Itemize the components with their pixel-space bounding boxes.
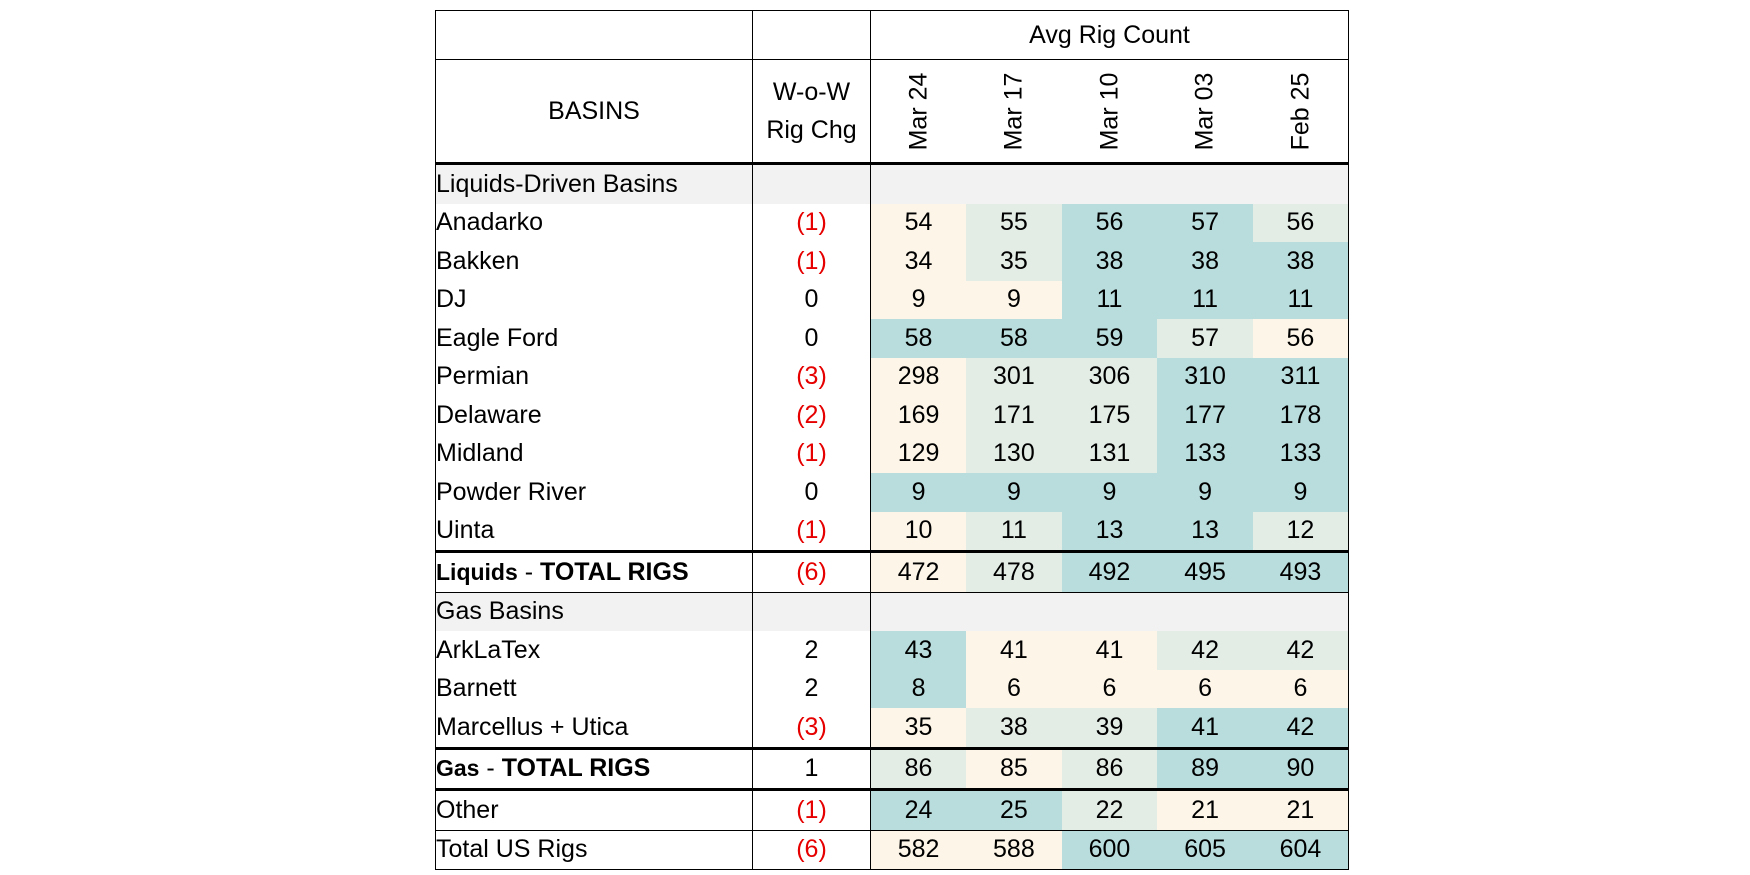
- section-values-blank: [871, 164, 1349, 204]
- rig-count-cell: 495: [1157, 552, 1253, 593]
- wow-change-value: 0: [753, 319, 871, 358]
- rig-count-cell: 86: [1062, 748, 1158, 790]
- rig-count-cell: 604: [1253, 830, 1349, 870]
- rig-count-cell: 13: [1157, 512, 1253, 552]
- grand-total-label: Total US Rigs: [436, 830, 753, 870]
- rig-count-cell: 9: [871, 473, 967, 512]
- rig-count-cell: 11: [1253, 281, 1349, 320]
- rig-count-cell: 41: [966, 631, 1062, 670]
- date-column-header: [871, 60, 967, 164]
- avg-rig-count-header: Avg Rig Count: [871, 11, 1349, 60]
- section-change-blank: [753, 592, 871, 631]
- total-label: [436, 748, 753, 790]
- table-row: [436, 358, 1349, 397]
- rig-count-cell: 6: [1062, 670, 1158, 709]
- wow-header-line1: W-o-W: [772, 78, 851, 106]
- rig-count-cell: 38: [1157, 242, 1253, 281]
- section-liquids: [436, 164, 1349, 204]
- date-label: Mar 17: [999, 72, 1028, 150]
- rig-count-cell: 56: [1062, 204, 1158, 243]
- table-row: [436, 319, 1349, 358]
- total-prefix: Gas: [436, 755, 480, 782]
- rig-count-cell: 38: [966, 708, 1062, 748]
- wow-change-value: 0: [753, 281, 871, 320]
- rig-count-cell: 605: [1157, 830, 1253, 870]
- rig-count-cell: 129: [871, 435, 967, 474]
- rig-count-cell: 9: [1157, 473, 1253, 512]
- date-label: Mar 03: [1190, 72, 1219, 150]
- rig-count-cell: 169: [871, 396, 967, 435]
- rig-count-cell: 6: [966, 670, 1062, 709]
- rig-count-cell: 177: [1157, 396, 1253, 435]
- rig-count-cell: 86: [871, 748, 967, 790]
- wow-change-column-header: [753, 60, 871, 164]
- wow-change-value: (3): [753, 708, 871, 748]
- rig-count-cell: 298: [871, 358, 967, 397]
- rig-count-cell: 57: [1157, 319, 1253, 358]
- wow-change-value: (6): [753, 830, 871, 870]
- rig-count-cell: 310: [1157, 358, 1253, 397]
- rig-count-cell: 175: [1062, 396, 1158, 435]
- rig-count-cell: 133: [1253, 435, 1349, 474]
- basin-name: Delaware: [436, 396, 753, 435]
- rig-count-cell: 35: [871, 708, 967, 748]
- rig-count-cell: 41: [1062, 631, 1158, 670]
- table-row: [436, 281, 1349, 320]
- basin-name: Permian: [436, 358, 753, 397]
- rig-count-cell: 90: [1253, 748, 1349, 790]
- basin-name: ArkLaTex: [436, 631, 753, 670]
- rig-count-cell: 25: [966, 790, 1062, 831]
- total-row: [436, 748, 1349, 790]
- total-separator: -: [517, 557, 540, 586]
- rig-count-cell: 311: [1253, 358, 1349, 397]
- table-row: [436, 631, 1349, 670]
- rig-count-cell: 8: [871, 670, 967, 709]
- total-row: [436, 552, 1349, 593]
- header-blank-change: [753, 11, 871, 60]
- rig-count-cell: 55: [966, 204, 1062, 243]
- basin-name: Barnett: [436, 670, 753, 709]
- header-blank-basin: [436, 11, 753, 60]
- total-separator: -: [479, 754, 502, 783]
- basin-name: Marcellus + Utica: [436, 708, 753, 748]
- rig-count-cell: 11: [966, 512, 1062, 552]
- rig-count-cell: 34: [871, 242, 967, 281]
- rig-count-cell: 301: [966, 358, 1062, 397]
- wow-change-value: (2): [753, 396, 871, 435]
- rig-count-cell: 39: [1062, 708, 1158, 748]
- grand-total-row: [436, 830, 1349, 870]
- table-row: [436, 396, 1349, 435]
- rig-count-cell: 9: [966, 281, 1062, 320]
- rig-count-cell: 56: [1253, 204, 1349, 243]
- rig-count-cell: 9: [966, 473, 1062, 512]
- rig-count-cell: 6: [1157, 670, 1253, 709]
- rig-count-cell: 22: [1062, 790, 1158, 831]
- rig-count-cell: 9: [871, 281, 967, 320]
- wow-change-value: (6): [753, 552, 871, 593]
- wow-change-value: (1): [753, 242, 871, 281]
- header-top-row: [436, 11, 1349, 60]
- total-text: TOTAL RIGS: [540, 557, 689, 586]
- section-title: Liquids-Driven Basins: [436, 164, 753, 204]
- rig-count-table: [435, 10, 1349, 870]
- total-label: [436, 552, 753, 593]
- rig-count-cell: 89: [1157, 748, 1253, 790]
- wow-change-value: 1: [753, 748, 871, 790]
- date-label: Feb 25: [1285, 72, 1314, 150]
- rig-count-cell: 11: [1062, 281, 1158, 320]
- rig-count-cell: 35: [966, 242, 1062, 281]
- rig-count-cell: 41: [1157, 708, 1253, 748]
- rig-count-cell: 600: [1062, 830, 1158, 870]
- wow-change-value: (1): [753, 204, 871, 243]
- rig-count-cell: 133: [1157, 435, 1253, 474]
- table-row: [436, 512, 1349, 552]
- table-row: [436, 242, 1349, 281]
- rig-count-cell: 178: [1253, 396, 1349, 435]
- date-column-header: [1157, 60, 1253, 164]
- table-row: [436, 204, 1349, 243]
- rig-count-cell: 131: [1062, 435, 1158, 474]
- rig-count-cell: 56: [1253, 319, 1349, 358]
- basins-column-header: BASINS: [436, 60, 753, 164]
- wow-change-value: (3): [753, 358, 871, 397]
- rig-count-cell: 42: [1253, 708, 1349, 748]
- rig-count-cell: 130: [966, 435, 1062, 474]
- wow-change-value: 2: [753, 631, 871, 670]
- basin-name: Anadarko: [436, 204, 753, 243]
- rig-count-cell: 10: [871, 512, 967, 552]
- table-row: [436, 708, 1349, 748]
- rig-count-cell: 13: [1062, 512, 1158, 552]
- rig-count-cell: 58: [966, 319, 1062, 358]
- rig-count-cell: 9: [1062, 473, 1158, 512]
- table-row: [436, 435, 1349, 474]
- basin-name: Midland: [436, 435, 753, 474]
- wow-change-value: 2: [753, 670, 871, 709]
- table-body: [436, 164, 1349, 870]
- wow-change-value: (1): [753, 512, 871, 552]
- rig-count-cell: 21: [1253, 790, 1349, 831]
- basin-name: Eagle Ford: [436, 319, 753, 358]
- rig-count-cell: 42: [1157, 631, 1253, 670]
- wow-change-value: (1): [753, 435, 871, 474]
- basin-name: Other: [436, 790, 753, 831]
- rig-count-cell: 9: [1253, 473, 1349, 512]
- section-change-blank: [753, 164, 871, 204]
- wow-change-value: 0: [753, 473, 871, 512]
- rig-count-cell: 472: [871, 552, 967, 593]
- rig-count-cell: 582: [871, 830, 967, 870]
- table-row: [436, 670, 1349, 709]
- rig-count-cell: 492: [1062, 552, 1158, 593]
- date-column-header: [1253, 60, 1349, 164]
- rig-count-cell: 38: [1062, 242, 1158, 281]
- basin-name: DJ: [436, 281, 753, 320]
- date-label: Mar 10: [1094, 72, 1123, 150]
- rig-count-cell: 58: [871, 319, 967, 358]
- basin-name: Uinta: [436, 512, 753, 552]
- section-values-blank: [871, 592, 1349, 631]
- rig-count-cell: 493: [1253, 552, 1349, 593]
- rig-count-cell: 171: [966, 396, 1062, 435]
- wow-header-line2: Rig Chg: [766, 116, 857, 144]
- date-column-header: [966, 60, 1062, 164]
- rig-count-cell: 11: [1157, 281, 1253, 320]
- rig-count-cell: 54: [871, 204, 967, 243]
- rig-count-cell: 12: [1253, 512, 1349, 552]
- rig-count-cell: 38: [1253, 242, 1349, 281]
- total-text: TOTAL RIGS: [501, 754, 651, 783]
- rig-count-cell: 6: [1253, 670, 1349, 709]
- rig-count-cell: 478: [966, 552, 1062, 593]
- basin-name: Powder River: [436, 473, 753, 512]
- date-column-header: [1062, 60, 1158, 164]
- basin-name: Bakken: [436, 242, 753, 281]
- table-row: [436, 473, 1349, 512]
- section-gas: [436, 592, 1349, 631]
- rig-count-cell: 59: [1062, 319, 1158, 358]
- header-sub-row: [436, 60, 1349, 164]
- date-label: Mar 24: [904, 72, 933, 150]
- other-row: [436, 790, 1349, 831]
- rig-count-cell: 43: [871, 631, 967, 670]
- total-prefix: Liquids: [436, 558, 518, 585]
- section-title: Gas Basins: [436, 592, 753, 631]
- rig-count-cell: 306: [1062, 358, 1158, 397]
- rig-count-cell: 588: [966, 830, 1062, 870]
- rig-count-cell: 24: [871, 790, 967, 831]
- rig-count-cell: 21: [1157, 790, 1253, 831]
- rig-count-cell: 42: [1253, 631, 1349, 670]
- rig-count-cell: 57: [1157, 204, 1253, 243]
- wow-change-value: (1): [753, 790, 871, 831]
- rig-count-cell: 85: [966, 748, 1062, 790]
